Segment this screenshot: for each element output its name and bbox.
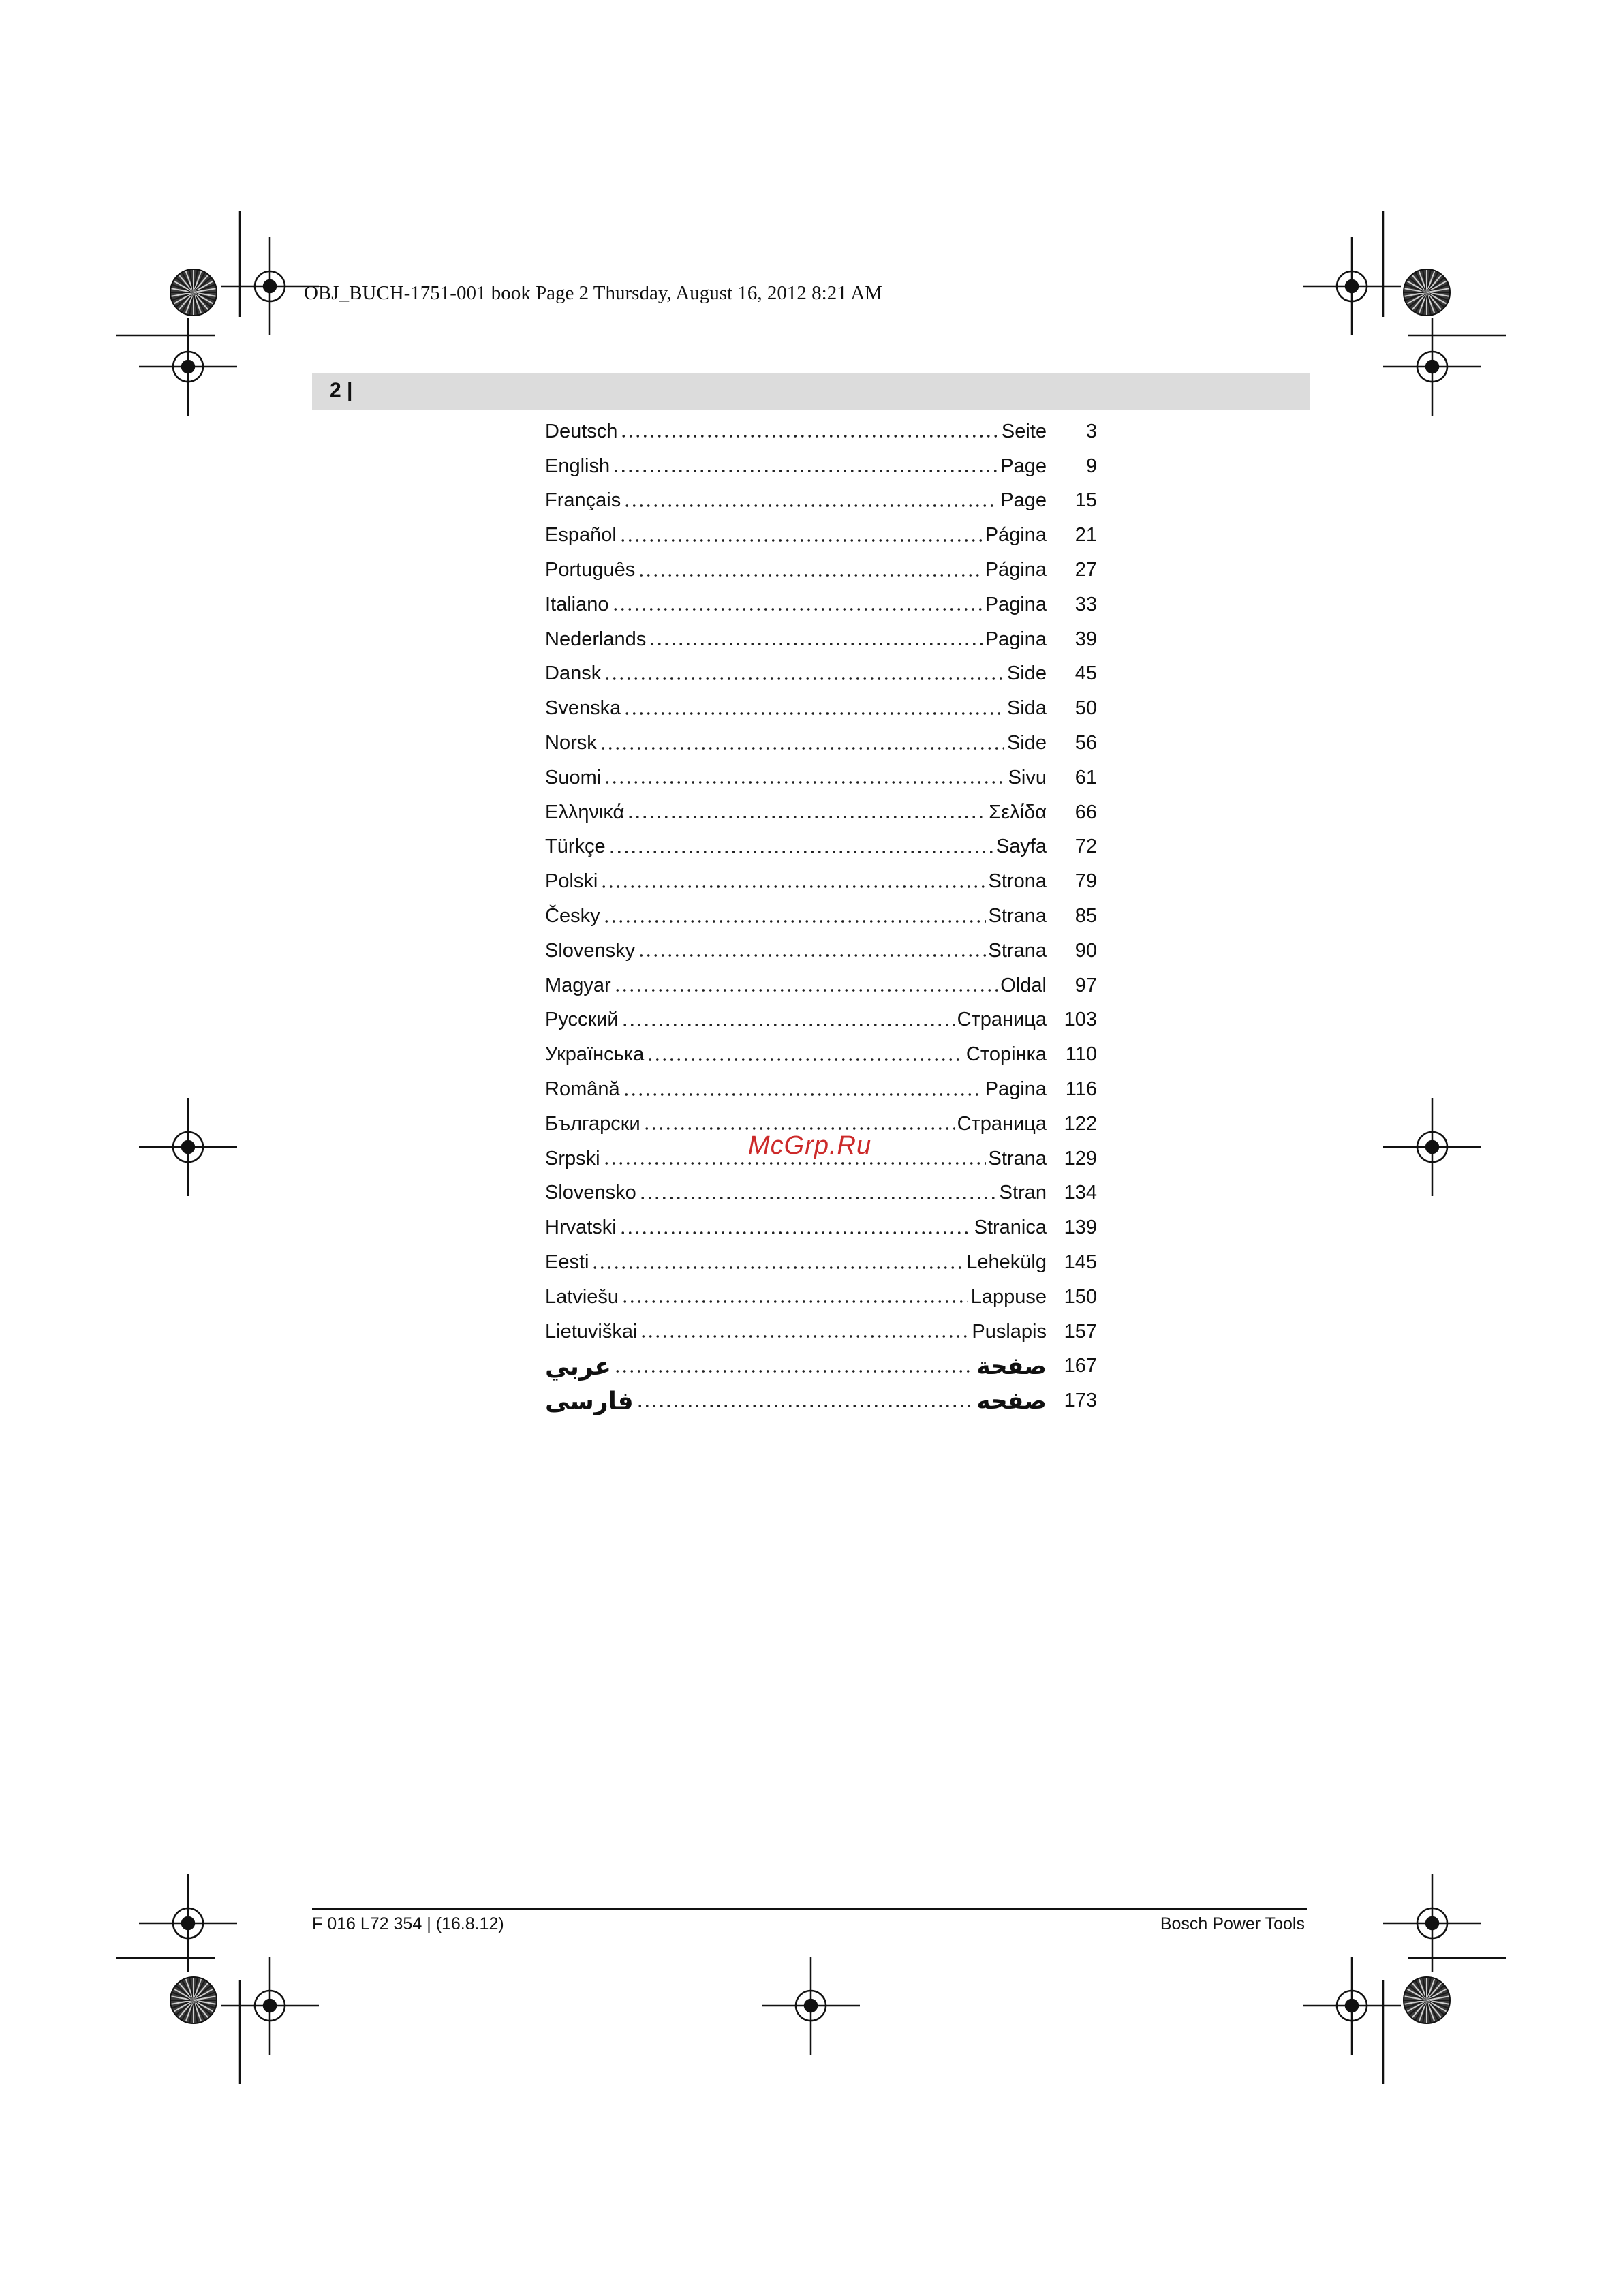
- toc-page-word: Strana: [988, 905, 1047, 928]
- toc-page-word: Страница: [957, 1009, 1047, 1031]
- toc-page-word: Lappuse: [970, 1285, 1047, 1308]
- toc-page-word: Stran: [999, 1182, 1047, 1204]
- toc-language: Ελληνικά: [545, 801, 625, 823]
- toc-page-number: 45: [1075, 662, 1097, 685]
- footer-document-code: F 016 L72 354 | (16.8.12): [312, 1914, 504, 1933]
- toc-leader-dots: [604, 780, 1005, 784]
- toc-row: [545, 934, 1097, 968]
- toc-language: Svenska: [545, 697, 621, 720]
- toc-language: English: [545, 455, 610, 477]
- toc-page-number: 79: [1075, 870, 1097, 893]
- toc-leader-dots: [619, 1231, 972, 1235]
- toc-leader-dots: [600, 885, 985, 889]
- toc-page-number: 90: [1075, 939, 1097, 962]
- toc-page-number: 134: [1064, 1182, 1097, 1204]
- toc-language: Slovensko: [545, 1182, 636, 1204]
- toc-page-word: Página: [985, 559, 1047, 581]
- toc-leader-dots: [638, 573, 982, 577]
- toc-language: Slovensky: [545, 939, 636, 962]
- toc-page-number: 150: [1064, 1285, 1097, 1308]
- registration-mark: [1303, 237, 1401, 335]
- toc-leader-dots: [627, 815, 986, 819]
- toc-page-word: Strana: [988, 939, 1047, 962]
- toc-page-word: Страница: [957, 1112, 1047, 1135]
- registration-mark: [1303, 1957, 1401, 2055]
- toc-row: [545, 795, 1097, 830]
- toc-row: [545, 1349, 1097, 1384]
- toc-row: [545, 1176, 1097, 1211]
- toc-leader-dots: [619, 538, 983, 542]
- registration-mark: [139, 318, 237, 416]
- toc-row: [545, 1003, 1097, 1038]
- toc-row: [545, 864, 1097, 899]
- toc-page-number: 72: [1075, 836, 1097, 858]
- toc-language: Dansk: [545, 662, 602, 685]
- footer-brand: Bosch Power Tools: [1160, 1914, 1305, 1933]
- toc-leader-dots: [600, 746, 1004, 750]
- toc-page-word: Página: [985, 524, 1047, 547]
- toc-page-number: 15: [1075, 489, 1097, 512]
- toc-page-word: Side: [1006, 662, 1047, 685]
- toc-row: [545, 1072, 1097, 1107]
- toc-page-word: Stranica: [974, 1216, 1047, 1239]
- toc-page-number: 56: [1075, 732, 1097, 754]
- toc-page-number: 103: [1064, 1009, 1097, 1031]
- toc-leader-dots: [620, 434, 999, 438]
- toc-page-number: 157: [1064, 1320, 1097, 1343]
- toc-row: [545, 1280, 1097, 1315]
- toc-leader-dots: [608, 850, 993, 854]
- toc-page-number: 129: [1064, 1147, 1097, 1169]
- footer-rule: [312, 1908, 1307, 1910]
- toc-leader-dots: [639, 1196, 997, 1200]
- toc-page-word: Pagina: [985, 628, 1047, 650]
- toc-row: [545, 1210, 1097, 1245]
- toc-language: Türkçe: [545, 836, 606, 858]
- toc-language: Srpski: [545, 1147, 600, 1169]
- toc-leader-dots: [623, 504, 998, 508]
- toc-page-number: 61: [1075, 766, 1097, 789]
- toc-page-number: 97: [1075, 974, 1097, 996]
- toc-leader-dots: [623, 1092, 983, 1097]
- toc-page-number: 139: [1064, 1216, 1097, 1239]
- toc-row: [545, 484, 1097, 519]
- toc-row: [545, 1383, 1097, 1418]
- page-number: 2 |: [330, 379, 353, 401]
- toc-leader-dots: [604, 677, 1004, 681]
- toc-language: Русский: [545, 1009, 619, 1031]
- toc-language: Italiano: [545, 593, 609, 615]
- toc-page-number: 167: [1064, 1355, 1097, 1377]
- toc-row: [545, 830, 1097, 865]
- toc-page-number: 85: [1075, 905, 1097, 928]
- toc-page-word: Pagina: [985, 1078, 1047, 1101]
- table-of-contents: [545, 414, 1097, 1418]
- toc-leader-dots: [603, 919, 986, 923]
- toc-row: [545, 1245, 1097, 1280]
- print-slug: OBJ_BUCH-1751-001 book Page 2 Thursday, August 16, 2012 8:21 AM: [304, 282, 883, 304]
- toc-leader-dots: [649, 642, 982, 646]
- toc-row: [545, 691, 1097, 726]
- toc-row: [545, 899, 1097, 934]
- toc-row: [545, 587, 1097, 622]
- toc-row: [545, 761, 1097, 795]
- toc-page-word: Sivu: [1008, 766, 1047, 789]
- toc-row: [545, 657, 1097, 692]
- toc-language: Polski: [545, 870, 598, 893]
- toc-leader-dots: [614, 988, 998, 992]
- toc-page-number: 122: [1064, 1112, 1097, 1135]
- toc-leader-dots: [614, 1369, 974, 1373]
- toc-page-number: 66: [1075, 801, 1097, 823]
- toc-page-number: 145: [1064, 1251, 1097, 1274]
- toc-page-number: 39: [1075, 628, 1097, 650]
- toc-page-word: Pagina: [985, 593, 1047, 615]
- toc-language: Български: [545, 1112, 640, 1135]
- toc-language: Română: [545, 1078, 620, 1101]
- toc-page-word: Lehekülg: [966, 1251, 1047, 1274]
- toc-page-word: Strana: [988, 1147, 1047, 1169]
- color-starburst-mark: [170, 269, 217, 316]
- toc-page-word: Oldal: [1000, 974, 1047, 996]
- page-header-band: [312, 373, 1310, 410]
- toc-row: [545, 622, 1097, 657]
- toc-page-word: Strona: [988, 870, 1047, 893]
- toc-row: [545, 1315, 1097, 1349]
- toc-page-number: 3: [1085, 420, 1097, 442]
- toc-row: [545, 968, 1097, 1003]
- toc-language: Latviešu: [545, 1285, 619, 1308]
- color-starburst-mark: [1404, 269, 1450, 316]
- toc-language: Eesti: [545, 1251, 589, 1274]
- toc-language: Norsk: [545, 732, 597, 754]
- registration-mark: [139, 1098, 237, 1196]
- toc-language: Deutsch: [545, 420, 618, 442]
- toc-page-number: 21: [1075, 524, 1097, 547]
- toc-leader-dots: [643, 1127, 955, 1131]
- toc-leader-dots: [647, 1058, 963, 1062]
- toc-page-word: Sida: [1006, 697, 1047, 720]
- toc-page-number: 33: [1075, 593, 1097, 615]
- registration-mark: [221, 1957, 319, 2055]
- registration-mark: [762, 1957, 860, 2055]
- registration-mark: [1383, 318, 1481, 416]
- toc-page-word: Seite: [1001, 420, 1047, 442]
- toc-row: [545, 414, 1097, 449]
- toc-page-number: 27: [1075, 559, 1097, 581]
- color-starburst-mark: [1404, 1977, 1450, 2023]
- toc-row: [545, 553, 1097, 587]
- toc-language: Magyar: [545, 974, 611, 996]
- toc-language: Español: [545, 524, 617, 547]
- toc-row: [545, 1037, 1097, 1072]
- toc-leader-dots: [636, 1404, 974, 1408]
- registration-mark: [1383, 1098, 1481, 1196]
- toc-page-word: Σελίδα: [989, 801, 1047, 823]
- toc-leader-dots: [623, 711, 1004, 716]
- toc-language: Français: [545, 489, 621, 512]
- toc-page-number: 116: [1065, 1078, 1097, 1101]
- toc-language: Português: [545, 559, 636, 581]
- watermark-text: McGrp.Ru: [748, 1131, 872, 1160]
- toc-page-word: صفحه: [976, 1388, 1047, 1414]
- toc-language: Lietuviškai: [545, 1320, 638, 1343]
- toc-page-word: Sayfa: [995, 836, 1047, 858]
- toc-language: Suomi: [545, 766, 602, 789]
- toc-language: Hrvatski: [545, 1216, 617, 1239]
- toc-language: فارسی: [545, 1386, 634, 1415]
- toc-language: عربي: [545, 1351, 611, 1380]
- toc-row: [545, 518, 1097, 553]
- toc-page-word: Page: [1000, 489, 1047, 512]
- toc-leader-dots: [638, 953, 985, 958]
- toc-leader-dots: [591, 1266, 963, 1270]
- toc-page-word: Puslapis: [972, 1320, 1047, 1343]
- toc-page-word: Сторінка: [965, 1043, 1047, 1066]
- toc-page-number: 9: [1085, 455, 1097, 477]
- toc-leader-dots: [640, 1334, 969, 1338]
- toc-leader-dots: [612, 607, 983, 611]
- toc-row: [545, 449, 1097, 484]
- toc-language: Česky: [545, 905, 600, 928]
- toc-page-number: 173: [1064, 1390, 1097, 1412]
- toc-leader-dots: [621, 1023, 955, 1027]
- toc-language: Nederlands: [545, 628, 647, 650]
- color-starburst-mark: [170, 1977, 217, 2023]
- toc-leader-dots: [603, 1161, 986, 1165]
- toc-row: [545, 726, 1097, 761]
- toc-leader-dots: [613, 469, 998, 473]
- toc-page-number: 50: [1075, 697, 1097, 720]
- toc-page-word: صفحة: [976, 1353, 1047, 1379]
- toc-page-number: 110: [1065, 1043, 1097, 1066]
- toc-leader-dots: [621, 1300, 968, 1304]
- toc-language: Українська: [545, 1043, 645, 1066]
- toc-page-word: Side: [1006, 732, 1047, 754]
- toc-page-word: Page: [1000, 455, 1047, 477]
